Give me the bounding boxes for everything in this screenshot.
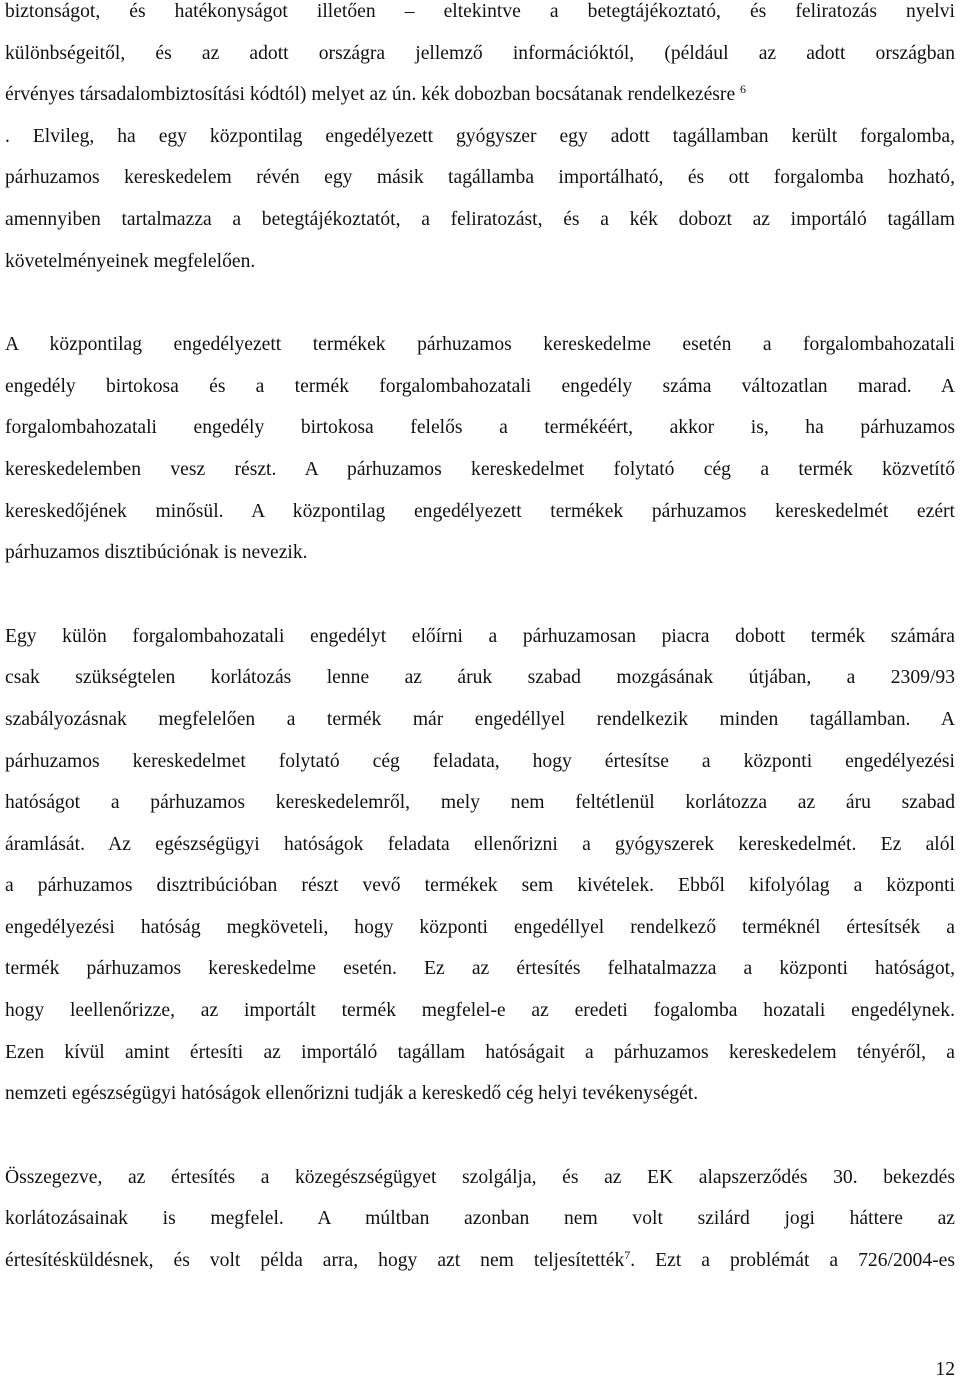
paragraph-1-continued xyxy=(5,116,955,282)
text-line: Összegezve, az értesítés a közegészségügyet szolgálja, és az EK alapszerződés 30. bekezdés xyxy=(5,1166,955,1188)
footnote-reference[interactable]: 6 xyxy=(740,82,747,97)
text-segment: . Ezt a problémát a 726/2004-es xyxy=(630,1250,955,1272)
text-line: áramlását. Az egészségügyi hatóságok feladata ellenőrizni a gyógyszerek kereskedelmét. Ez alól xyxy=(5,833,955,855)
page-number: 12 xyxy=(935,1359,955,1380)
text-line: hogy leellenőrizze, az importált termék megfelel-e az eredeti fogalomba hozatali engedélynek. xyxy=(5,1000,955,1022)
paragraph-gap xyxy=(5,282,955,324)
paragraph-2 xyxy=(5,324,955,574)
text-line: A központilag engedélyezett termékek párhuzamos kereskedelme esetén a forgalombahozatali xyxy=(5,334,955,356)
paragraph-3 xyxy=(5,616,955,1115)
text-segment: érvényes társadalombiztosítási kódtól) melyet az ún. kék dobozban bocsátanak rendelkezésre xyxy=(5,84,736,106)
text-line xyxy=(5,1240,955,1282)
text-line: engedélyezési hatóság megköveteli, hogy központi engedéllyel rendelkező terméknél értesítsék a xyxy=(5,916,955,938)
text-line: forgalombahozatali engedély birtokosa felelős a termékéért, akkor is, ha párhuzamos xyxy=(5,417,955,439)
text-line: párhuzamos kereskedelmet folytató cég feladata, hogy értesítse a központi engedélyezési xyxy=(5,750,955,772)
text-segment: . Elvileg, ha egy központilag engedélyezett gyógyszer egy adott tagállamban került forgalomba, xyxy=(5,125,955,147)
text-line xyxy=(5,74,955,116)
text-line: Egy külön forgalombahozatali engedélyt előírni a párhuzamosan piacra dobott termék számára xyxy=(5,625,955,647)
paragraph-gap xyxy=(5,574,955,616)
paragraph-gap xyxy=(5,1115,955,1157)
text-line: biztonságot, és hatékonyságot illetően – eltekintve a betegtájékoztató, és feliratozás nyelvi xyxy=(5,1,955,22)
text-line: a párhuzamos disztribúcióban részt vevő termékek sem kivételek. Ebből kifolyólag a központi xyxy=(5,875,955,897)
footnote-reference[interactable]: 7 xyxy=(624,1248,631,1263)
text-line: párhuzamos disztibúciónak is nevezik. xyxy=(5,542,308,564)
text-line: kereskedelemben vesz részt. A párhuzamos kereskedelmet folytató cég a termék közvetítő xyxy=(5,458,955,480)
text-line xyxy=(5,116,955,158)
text-line: nemzeti egészségügyi hatóságok ellenőrizni tudják a kereskedő cég helyi tevékenységét. xyxy=(5,1083,699,1105)
text-line: amennyiben tartalmazza a betegtájékoztatót, a feliratozást, és a kék dobozt az importáló tagállam xyxy=(5,208,955,230)
text-line: szabályozásnak megfelelően a termék már engedéllyel rendelkezik minden tagállamban. A xyxy=(5,708,955,730)
text-line: különbségeitől, és az adott országra jellemző információktól, (például az adott országban xyxy=(5,42,955,64)
text-line: termék párhuzamos kereskedelme esetén. Ez az értesítés felhatalmazza a központi hatóságot, xyxy=(5,958,955,980)
text-line: csak szükségtelen korlátozás lenne az áruk szabad mozgásának útjában, a 2309/93 xyxy=(5,667,955,689)
text-line: hatóságot a párhuzamos kereskedelemről, mely nem feltétlenül korlátozza az áru szabad xyxy=(5,792,955,814)
paragraph-4 xyxy=(5,1157,955,1282)
document-page xyxy=(5,0,955,1282)
text-line: kereskedőjének minősül. A központilag engedélyezett termékek párhuzamos kereskedelmét ezért xyxy=(5,500,955,522)
text-line: párhuzamos kereskedelem révén egy másik tagállamba importálható, és ott forgalomba hozható, xyxy=(5,167,955,189)
text-line: korlátozásainak is megfelel. A múltban azonban nem volt szilárd jogi háttere az xyxy=(5,1208,955,1230)
text-line: követelményeinek megfelelően. xyxy=(5,250,256,272)
paragraph-1 xyxy=(5,0,955,116)
text-segment: értesítésküldésnek, és volt példa arra, hogy azt nem teljesítették xyxy=(5,1250,625,1272)
text-line: engedély birtokosa és a termék forgalombahozatali engedély száma változatlan marad. A xyxy=(5,375,955,397)
text-line: Ezen kívül amint értesíti az importáló tagállam hatóságait a párhuzamos kereskedelem tényéről, a xyxy=(5,1041,955,1063)
